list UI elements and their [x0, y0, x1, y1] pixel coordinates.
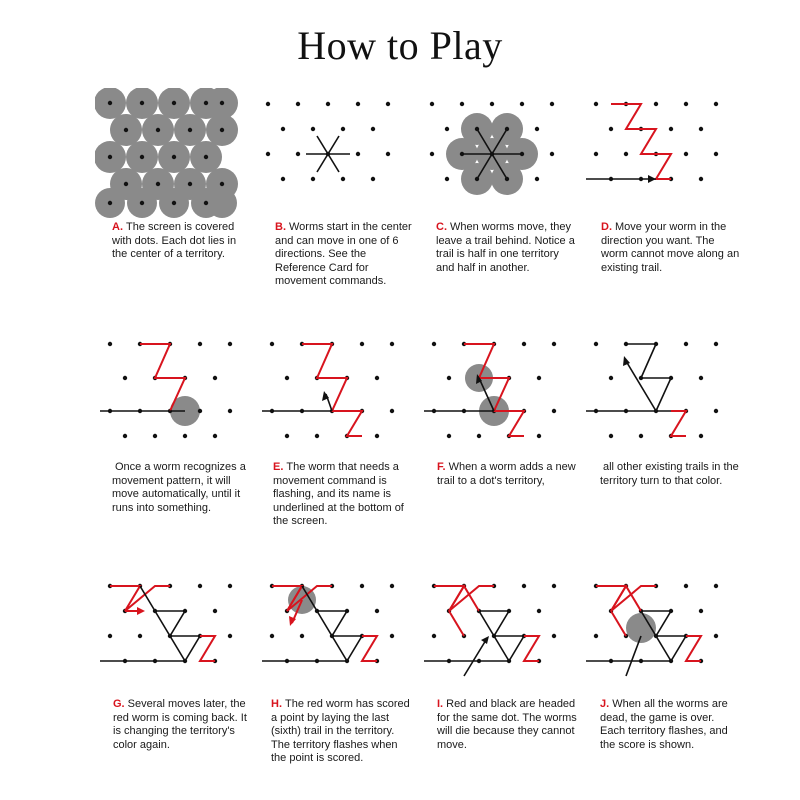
panel-f2	[586, 336, 746, 446]
diagram-d	[586, 96, 746, 186]
caption-text: Move your worm in the direction you want. The worm cannot move along an existing trail.	[601, 221, 740, 274]
caption-letter: F.	[437, 461, 446, 473]
caption-d	[601, 221, 741, 275]
caption-text: Worms start in the center and can move in one of 6 directions. See the Reference Card for movement commands.	[275, 221, 412, 287]
diagram-c	[422, 96, 582, 196]
panel-g	[100, 578, 260, 678]
caption-letter: H.	[271, 698, 282, 710]
panel-j	[586, 578, 746, 678]
caption-text: all other existing trails in the territory turn to that color.	[600, 461, 739, 487]
caption-f2	[600, 461, 740, 488]
panel-f1	[424, 336, 584, 446]
panel-b	[258, 96, 418, 186]
panel-a	[95, 88, 255, 218]
caption-text: When a worm adds a new trail to a dot's territory,	[437, 461, 576, 487]
caption-c	[436, 221, 576, 275]
caption-e2	[273, 461, 413, 529]
caption-text: Red and black are headed for the same dot. The worms will die because they cannot move.	[437, 698, 577, 751]
caption-text: When all the worms are dead, the game is over. Each territory flashes, and the score is shown.	[600, 698, 728, 751]
caption-letter: J.	[600, 698, 610, 710]
caption-letter: B.	[275, 221, 286, 233]
caption-letter: E.	[273, 461, 284, 473]
caption-text: Several moves later, the red worm is coming back. It is changing the territory's color again.	[113, 698, 247, 751]
diagram-a	[95, 88, 255, 218]
caption-i	[437, 698, 577, 752]
caption-letter: A.	[112, 221, 123, 233]
caption-g	[113, 698, 253, 752]
diagram-g	[100, 578, 260, 678]
page-title: How to Play	[297, 23, 503, 68]
diagram-f1	[424, 336, 584, 446]
diagram-h	[262, 578, 422, 678]
panel-d	[586, 96, 746, 186]
caption-text: The screen is covered with dots. Each dot lies in the center of a territory.	[112, 221, 237, 260]
caption-letter: D.	[601, 221, 612, 233]
panel-e1	[100, 336, 260, 446]
panel-c	[422, 96, 582, 196]
caption-b	[275, 221, 415, 289]
diagram-j	[586, 578, 746, 678]
panel-i	[424, 578, 584, 678]
caption-letter: I.	[437, 698, 444, 710]
diagram-i	[424, 578, 584, 678]
diagram-e2	[262, 336, 422, 446]
caption-text: When worms move, they leave a trail behind. Notice a trail is half in one territory and half in another.	[436, 221, 575, 274]
caption-text: Once a worm recognizes a movement pattern, it will move automatically, until it runs into something.	[112, 461, 246, 514]
diagram-e1	[100, 336, 260, 446]
caption-f1	[437, 461, 577, 488]
panel-e2	[262, 336, 422, 446]
caption-h	[271, 698, 411, 766]
caption-letter: C.	[436, 221, 447, 233]
caption-text: The worm that needs a movement command is flashing, and its name is underlined at the bottom of the screen.	[273, 461, 404, 527]
diagram-b	[258, 96, 418, 186]
caption-letter: G.	[113, 698, 125, 710]
diagram-f2	[586, 336, 746, 446]
caption-a	[112, 221, 252, 262]
caption-e1	[112, 461, 252, 515]
caption-text: The red worm has scored a point by laying the last (sixth) trail in the territory. The territory flashes when the point is scored.	[271, 698, 410, 764]
panel-h	[262, 578, 422, 678]
caption-j	[600, 698, 740, 752]
